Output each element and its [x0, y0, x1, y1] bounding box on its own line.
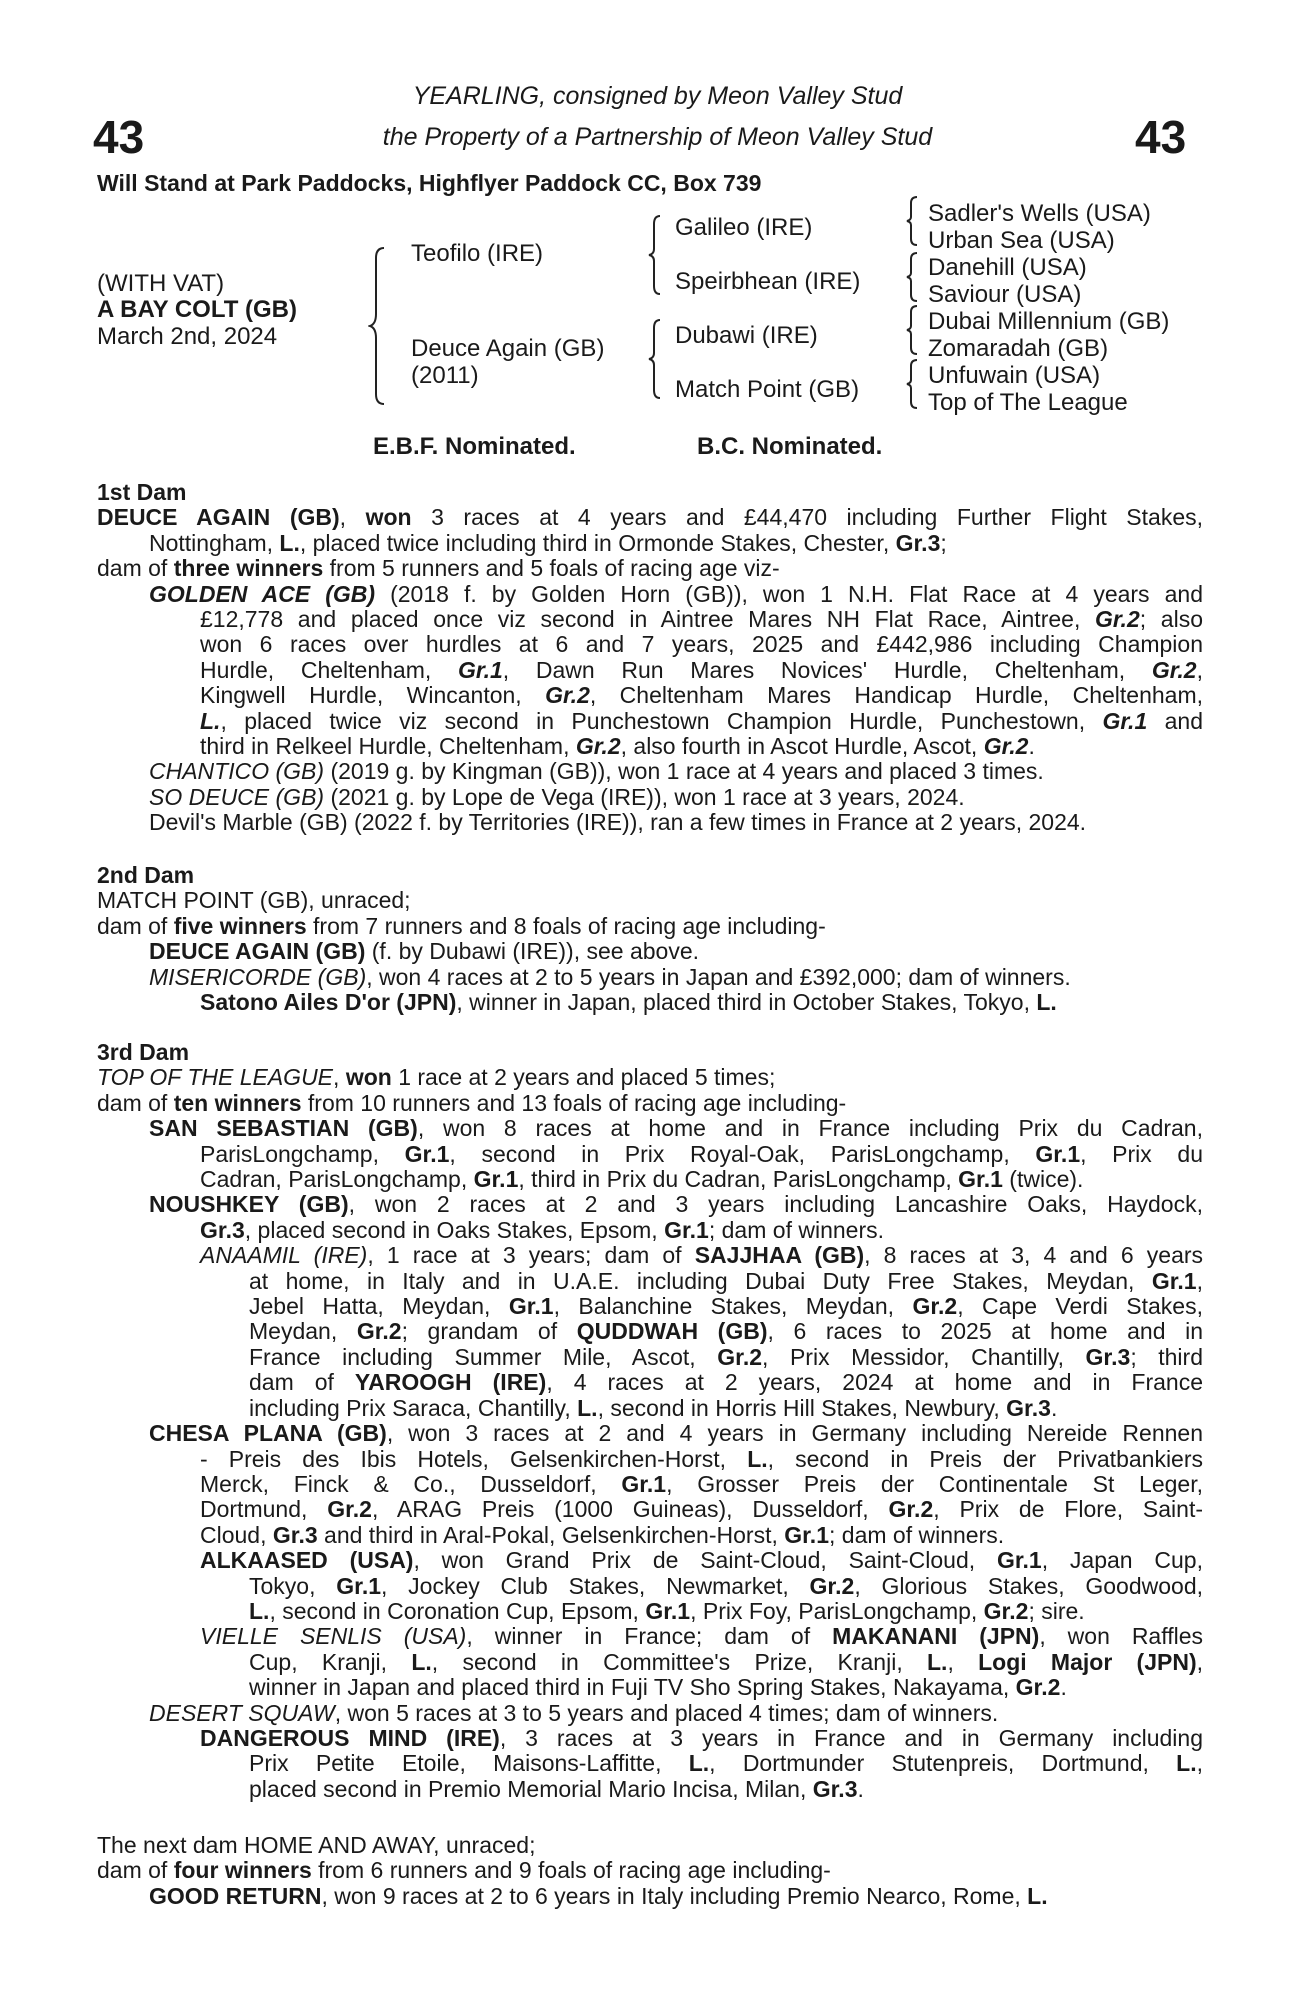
progeny-line: Gr.3, placed second in Oaks Stakes, Epsom, Gr.1; dam of winners. — [200, 1216, 884, 1243]
progeny-line: DESERT SQUAW, won 5 races at 3 to 5 years and placed 4 times; dam of winners. — [149, 1699, 999, 1726]
progeny-line: third in Relkeel Hurdle, Cheltenham, Gr.2, also fourth in Ascot Hurdle, Ascot, Gr.2. — [200, 733, 1035, 760]
lot-number-right: 43 — [1135, 111, 1187, 163]
vat-note: (WITH VAT) — [97, 270, 225, 297]
gg-8: Top of The League — [928, 389, 1128, 416]
gg-2: Urban Sea (USA) — [928, 227, 1115, 254]
progeny-line: L., second in Coronation Cup, Epsom, Gr.1, Prix Foy, ParisLongchamp, Gr.2; sire. — [249, 1597, 1085, 1624]
pedigree-brace-main — [368, 246, 388, 406]
progeny-line: Dortmund, Gr.2, ARAG Preis (1000 Guineas), Dusseldorf, Gr.2, Prix de Flore, Saint- — [200, 1496, 1203, 1523]
third-dam-heading: 3rd Dam — [97, 1039, 190, 1065]
progeny-line: Kingwell Hurdle, Wincanton, Gr.2, Cheltenham Mares Handicap Hurdle, Cheltenham, — [200, 682, 1203, 709]
consignment-line-2: the Property of a Partnership of Meon Valley Stud — [382, 123, 933, 151]
lot-number-left: 43 — [93, 111, 145, 163]
third-dam-line: TOP OF THE LEAGUE, won 1 race at 2 years and placed 5 times; — [97, 1064, 776, 1091]
progeny-line: won 6 races over hurdles at 6 and 7 years, 2025 and £442,986 including Champion — [200, 631, 1203, 658]
progeny-line: Jebel Hatta, Meydan, Gr.1, Balanchine Stakes, Meydan, Gr.2, Cape Verdi Stakes, — [249, 1293, 1203, 1320]
progeny-line: CHANTICO (GB) (2019 g. by Kingman (GB)), won 1 race at 4 years and placed 3 times. — [149, 758, 1044, 785]
next-dam-line: dam of four winners from 6 runners and 9 foals of racing age including- — [97, 1857, 831, 1884]
progeny-line: placed second in Premio Memorial Mario Incisa, Milan, Gr.3. — [249, 1775, 864, 1802]
sire-dam-name: Speirbhean (IRE) — [675, 268, 861, 295]
brace-4 — [905, 358, 919, 417]
gg-5: Dubai Millennium (GB) — [928, 308, 1170, 335]
sire-name: Teofilo (IRE) — [411, 240, 544, 267]
progeny-line: ALKAASED (USA), won Grand Prix de Saint-Cloud, Saint-Cloud, Gr.1, Japan Cup, — [200, 1547, 1203, 1574]
ebf-nominated: E.B.F. Nominated. — [373, 433, 576, 460]
progeny-line: winner in Japan and placed third in Fuji TV Sho Spring Stakes, Nakayama, Gr.2. — [249, 1674, 1067, 1701]
dam-name: Deuce Again (GB) — [411, 335, 605, 362]
gg-6: Zomaradah (GB) — [928, 335, 1109, 362]
progeny-line: Cadran, ParisLongchamp, Gr.1, third in Prix du Cadran, ParisLongchamp, Gr.1 (twice). — [200, 1166, 1084, 1193]
sire-sire-name: Galileo (IRE) — [675, 214, 813, 241]
dam-year: (2011) — [411, 362, 479, 389]
progeny-line: Hurdle, Cheltenham, Gr.1, Dawn Run Mares Novices' Hurdle, Cheltenham, Gr.2, — [200, 656, 1203, 683]
progeny-line: GOOD RETURN, won 9 races at 2 to 6 years in Italy including Premio Nearco, Rome, L. — [149, 1882, 1048, 1909]
progeny-line: MISERICORDE (GB), won 4 races at 2 to 5 years in Japan and £392,000; dam of winners. — [149, 963, 1071, 990]
first-dam-line: DEUCE AGAIN (GB), won 3 races at 4 years and £44,470 including Further Flight Stakes, — [97, 504, 1204, 531]
first-dam-heading: 1st Dam — [97, 479, 187, 505]
dam-dam-name: Match Point (GB) — [675, 376, 860, 403]
brace-2 — [905, 251, 919, 310]
progeny-line: Prix Petite Etoile, Maisons-Laffitte, L., Dortmunder Stutenpreis, Dortmund, L., — [249, 1750, 1203, 1777]
second-dam-line: MATCH POINT (GB), unraced; — [97, 887, 411, 914]
brace-3 — [905, 304, 919, 363]
second-dam-heading: 2nd Dam — [97, 862, 195, 888]
lot-horse-name: A BAY COLT (GB) — [97, 296, 298, 323]
progeny-line: Cup, Kranji, L., second in Committee's Prize, Kranji, L., Logi Major (JPN), — [249, 1648, 1203, 1675]
progeny-line: ANAAMIL (IRE), 1 race at 3 years; dam of SAJJHAA (GB), 8 races at 3, 4 and 6 years — [200, 1242, 1204, 1269]
progeny-line: Cloud, Gr.3 and third in Aral-Pokal, Gelsenkirchen-Horst, Gr.1; dam of winners. — [200, 1521, 1005, 1548]
stand-location: Will Stand at Park Paddocks, Highflyer Paddock CC, Box 739 — [97, 170, 762, 196]
gg-3: Danehill (USA) — [928, 254, 1087, 281]
first-dam-line: Nottingham, L., placed twice including third in Ormonde Stakes, Chester, Gr.3; — [149, 529, 947, 556]
progeny-line: £12,778 and placed once viz second in Aintree Mares NH Flat Race, Aintree, Gr.2; also — [200, 606, 1203, 633]
progeny-line: including Prix Saraca, Chantilly, L., second in Horris Hill Stakes, Newbury, Gr.3. — [249, 1394, 1058, 1421]
pedigree-brace-dam — [647, 318, 663, 400]
progeny-line: Tokyo, Gr.1, Jockey Club Stakes, Newmarket, Gr.2, Glorious Stakes, Goodwood, — [249, 1572, 1203, 1599]
gg-4: Saviour (USA) — [928, 281, 1082, 308]
first-dam-section — [97, 480, 1203, 836]
next-dam-section — [97, 1833, 1203, 1909]
progeny-line: Merck, Finck & Co., Dusseldorf, Gr.1, Grosser Preis der Continentale St Leger, — [200, 1470, 1204, 1497]
progeny-line: ParisLongchamp, Gr.1, second in Prix Royal-Oak, ParisLongchamp, Gr.1, Prix du — [200, 1140, 1203, 1167]
brace-1 — [905, 195, 919, 254]
progeny-line: at home, in Italy and in U.A.E. including Dubai Duty Free Stakes, Meydan, Gr.1, — [249, 1267, 1203, 1294]
gg-1: Sadler's Wells (USA) — [928, 200, 1151, 227]
progeny-line: L., placed twice viz second in Punchestown Champion Hurdle, Punchestown, Gr.1 and — [200, 707, 1203, 734]
third-dam-line: dam of ten winners from 10 runners and 13 foals of racing age including- — [97, 1089, 847, 1116]
progeny-line: Devil's Marble (GB) (2022 f. by Territories (IRE)), ran a few times in France at 2 years, 2024. — [149, 809, 1087, 836]
first-dam-line: dam of three winners from 5 runners and 5 foals of racing age viz- — [97, 555, 780, 582]
progeny-line: Satono Ailes D'or (JPN), winner in Japan, placed third in October Stakes, Tokyo, L. — [200, 989, 1057, 1016]
progeny-line: GOLDEN ACE (GB) (2018 f. by Golden Horn (GB)), won 1 N.H. Flat Race at 4 years and — [149, 580, 1203, 607]
gg-7: Unfuwain (USA) — [928, 362, 1101, 389]
bc-nominated: B.C. Nominated. — [697, 433, 883, 460]
second-dam-section — [97, 863, 1203, 1015]
lot-foaling-date: March 2nd, 2024 — [97, 323, 278, 350]
progeny-line: SAN SEBASTIAN (GB), won 8 races at home and in France including Prix du Cadran, — [149, 1115, 1203, 1142]
progeny-line: NOUSHKEY (GB), won 2 races at 2 and 3 years including Lancashire Oaks, Haydock, — [149, 1191, 1203, 1218]
progeny-line: DANGEROUS MIND (IRE), 3 races at 3 years in France and in Germany including — [200, 1724, 1203, 1751]
progeny-line: VIELLE SENLIS (USA), winner in France; dam of MAKANANI (JPN), won Raffles — [200, 1623, 1203, 1650]
progeny-line: dam of YAROOGH (IRE), 4 races at 2 years, 2024 at home and in France — [249, 1369, 1204, 1396]
second-dam-line: dam of five winners from 7 runners and 8 foals of racing age including- — [97, 912, 826, 939]
third-dam-section — [97, 1040, 1203, 1802]
progeny-line: - Preis des Ibis Hotels, Gelsenkirchen-Horst, L., second in Preis der Privatbankiers — [200, 1445, 1203, 1472]
progeny-line: France including Summer Mile, Ascot, Gr.2, Prix Messidor, Chantilly, Gr.3; third — [249, 1343, 1203, 1370]
progeny-line: CHESA PLANA (GB), won 3 races at 2 and 4 years in Germany including Nereide Rennen — [149, 1420, 1203, 1447]
pedigree-brace-sire — [647, 214, 663, 296]
next-dam-line: The next dam HOME AND AWAY, unraced; — [97, 1832, 536, 1858]
progeny-line: Meydan, Gr.2; grandam of QUDDWAH (GB), 6 races to 2025 at home and in — [249, 1318, 1203, 1345]
progeny-line: SO DEUCE (GB) (2021 g. by Lope de Vega (IRE)), won 1 race at 3 years, 2024. — [149, 783, 965, 810]
dam-sire-name: Dubawi (IRE) — [675, 322, 818, 349]
consignment-line-1: YEARLING, consigned by Meon Valley Stud — [412, 82, 903, 110]
progeny-line: DEUCE AGAIN (GB) (f. by Dubawi (IRE)), see above. — [149, 938, 699, 965]
